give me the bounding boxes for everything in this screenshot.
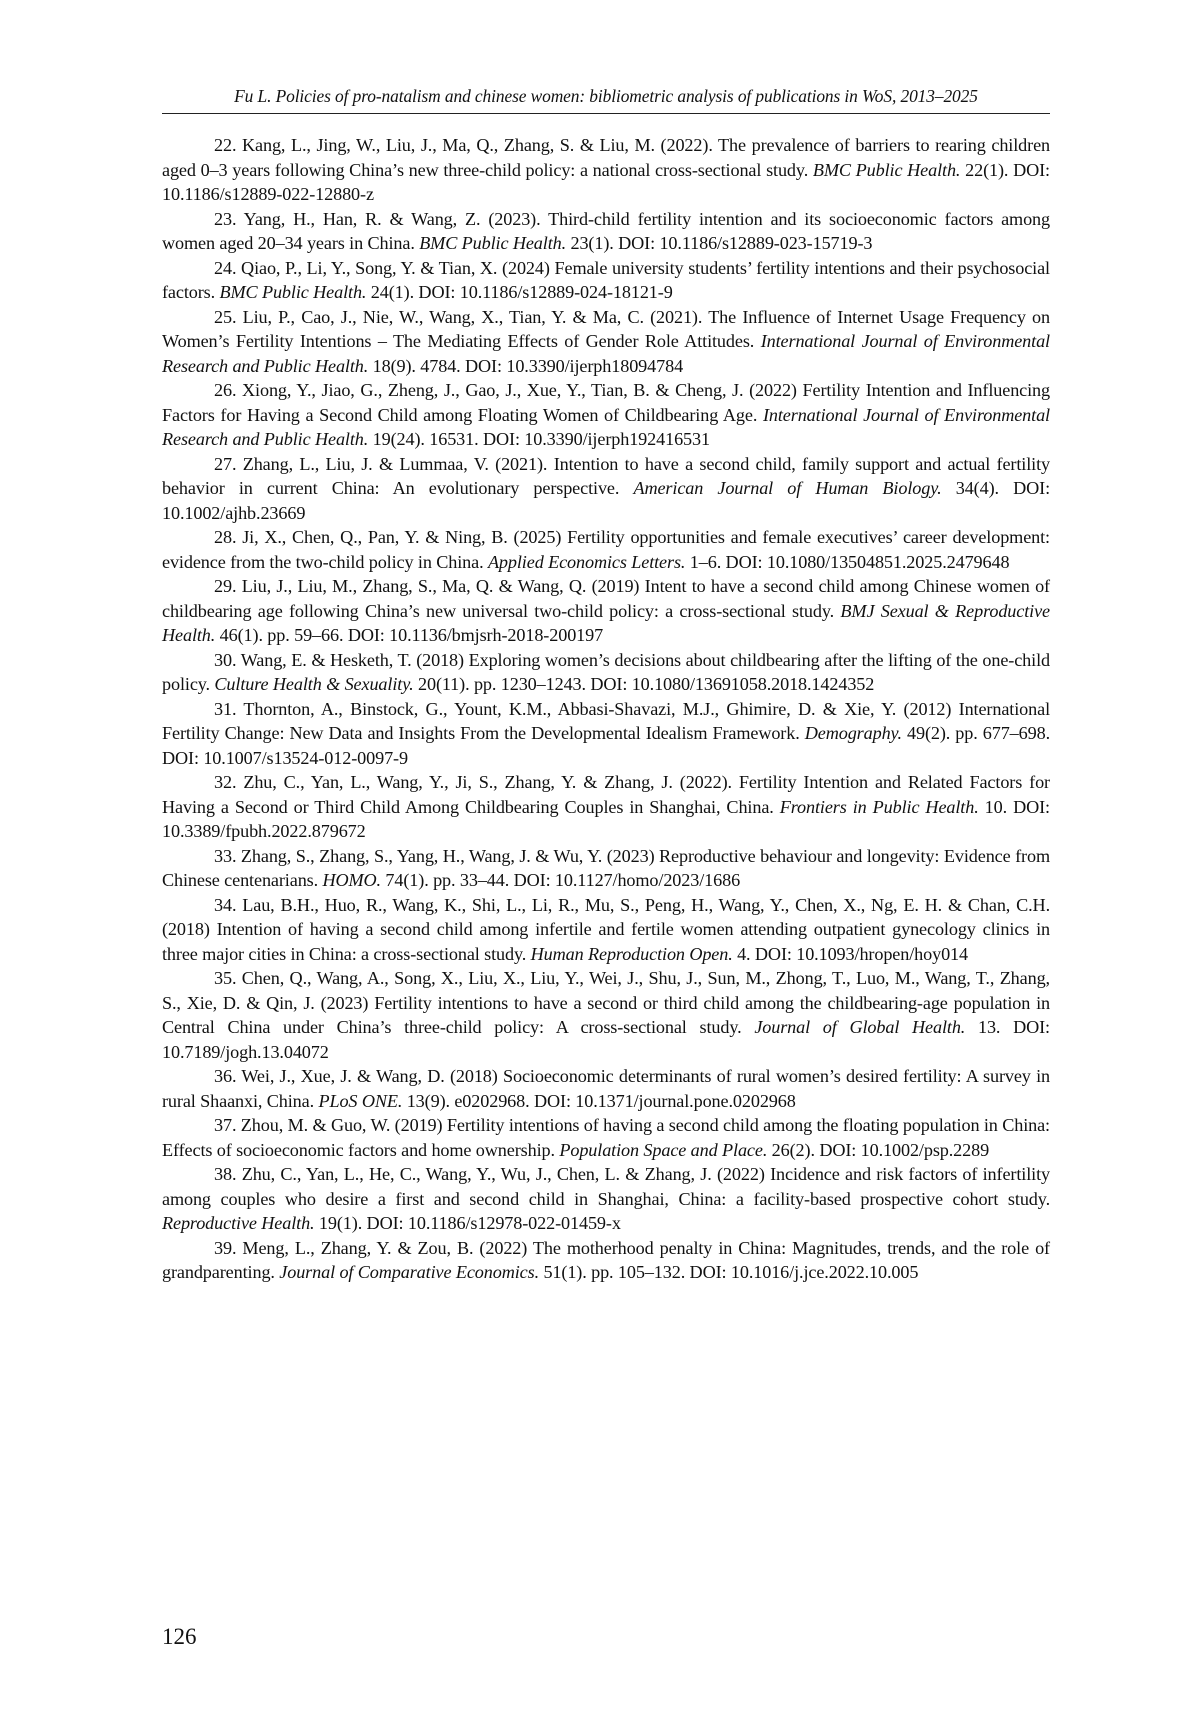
reference-item: 26. Xiong, Y., Jiao, G., Zheng, J., Gao, J., Xue, Y., Tian, B. & Cheng, J. (2022) Fertility Intention and Influencing Factors for Having a Second Child among Floating Women of Childbearing Age. International Journal of Environmental Research and Public Health. 19(24). 16531. DOI: 10.3390/ijerph192416531 (162, 380, 1050, 449)
reference-item: 39. Meng, L., Zhang, Y. & Zou, B. (2022) The motherhood penalty in China: Magnitudes, trends, and the role of grandparenting. Journal of Comparative Economics. 51(1). pp. 105–132. DOI: 10.1016/j.jce.2022.10.005 (162, 1237, 1050, 1282)
reference-list (162, 133, 1050, 1285)
journal-title: HOMO. (322, 870, 381, 890)
journal-title: International Journal of Environmental Research and Public Health. (162, 331, 1050, 376)
reference-item: 34. Lau, B.H., Huo, R., Wang, K., Shi, L., Li, R., Mu, S., Peng, H., Wang, Y., Chen, X., Ng, E. H. & Chan, C.H. (2018) Intention of having a second child among infertile and fertile women attending outpatient gynecology clinics in three major cities in China: a cross-sectional study. Human Reproduction Open. 4. DOI: 10.1093/hropen/hoy014 (162, 894, 1050, 964)
reference-item: 38. Zhu, C., Yan, L., He, C., Wang, Y., Wu, J., Chen, L. & Zhang, J. (2022) Incidence and risk factors of infertility among couples who desire a first and second child in Shanghai, China: a facility-based prospective cohort study. Reproductive Health. 19(1). DOI: 10.1186/s12978-022-01459-x (162, 1164, 1050, 1233)
reference-item: 35. Chen, Q., Wang, A., Song, X., Liu, X., Liu, Y., Wei, J., Shu, J., Sun, M., Zhong, T., Luo, M., Wang, T., Zhang, S., Xie, D. & Qin, J. (2023) Fertility intentions to have a second or third child among the childbearing-age population in Central China under China’s three-child policy: A cross-sectional study. Journal of Global Health. 13. DOI: 10.7189/jogh.13.04072 (162, 968, 1050, 1062)
journal-title: Applied Economics Letters. (487, 551, 686, 572)
journal-title: PLoS ONE. (318, 1090, 403, 1111)
journal-title: Journal of Global Health. (754, 1017, 966, 1037)
reference-item: 32. Zhu, C., Yan, L., Wang, Y., Ji, S., Zhang, Y. & Zhang, J. (2022). Fertility Intention and Related Factors for Having a Second or Third Child Among Childbearing Couples in Shanghai, China. Frontiers in Public Health. 10. DOI: 10.3389/fpubh.2022.879672 (162, 772, 1050, 841)
journal-title: BMC Public Health. (812, 159, 961, 180)
reference-item: 22. Kang, L., Jing, W., Liu, J., Ma, Q., Zhang, S. & Liu, M. (2022). The prevalence of barriers to rearing children aged 0–3 years following China’s new three-child policy: a national cross-sectional study. BMC Public Health. 22(1). DOI: 10.1186/s12889-022-12880-z (162, 135, 1050, 204)
journal-title: Reproductive Health. (162, 1213, 315, 1233)
journal-title: Frontiers in Public Health. (779, 796, 979, 817)
reference-item: 27. Zhang, L., Liu, J. & Lummaa, V. (2021). Intention to have a second child, family support and actual fertility behavior in current China: An evolutionary perspective. American Journal of Human Biology. 34(4). DOI: 10.1002/ajhb.23669 (162, 453, 1051, 523)
reference-item: 37. Zhou, M. & Guo, W. (2019) Fertility intentions of having a second child among the floating population in China: Effects of socioeconomic factors and home ownership. Population Space and Place. 26(2). DOI: 10.1002/psp.2289 (162, 1115, 1050, 1160)
reference-item: 24. Qiao, P., Li, Y., Song, Y. & Tian, X. (2024) Female university students’ fertility intentions and their psychosocial factors. BMC Public Health. 24(1). DOI: 10.1186/s12889-024-18121-9 (162, 257, 1050, 302)
reference-item: 33. Zhang, S., Zhang, S., Yang, H., Wang, J. & Wu, Y. (2023) Reproductive behaviour and longevity: Evidence from Chinese centenarians. HOMO. 74(1). pp. 33–44. DOI: 10.1127/homo/2023/1686 (162, 845, 1050, 890)
journal-title: BMJ Sexual & Reproductive Health. (162, 600, 1050, 645)
reference-item: 30. Wang, E. & Hesketh, T. (2018) Exploring women’s decisions about childbearing after the lifting of the one-child policy. Culture Health & Sexuality. 20(11). pp. 1230–1243. DOI: 10.1080/13691058.2018.1424352 (162, 649, 1050, 694)
running-head: Fu L. Policies of pro-natalism and chinese women: bibliometric analysis of publications in WoS, 2013–2025 (234, 86, 978, 106)
journal-title: BMC Public Health. (219, 282, 367, 302)
header-rule (162, 113, 1050, 114)
reference-item: 23. Yang, H., Han, R. & Wang, Z. (2023). Third-child fertility intention and its socioeconomic factors among women aged 20–34 years in China. BMC Public Health. 23(1). DOI: 10.1186/s12889-023-15719-3 (162, 208, 1050, 253)
journal-title: American Journal of Human Biology. (633, 478, 942, 498)
journal-title: Demography. (804, 723, 902, 743)
reference-item: 28. Ji, X., Chen, Q., Pan, Y. & Ning, B. (2025) Fertility opportunities and female executives’ career development: evidence from the two-child policy in China. Applied Economics Letters. 1–6. DOI: 10.1080/13504851.2025.2479648 (162, 527, 1050, 572)
journal-title: Human Reproduction Open. (530, 943, 733, 964)
journal-title: Journal of Comparative Economics. (279, 1262, 540, 1282)
reference-item: 36. Wei, J., Xue, J. & Wang, D. (2018) Socioeconomic determinants of rural women’s desired fertility: A survey in rural Shaanxi, China. PLoS ONE. 13(9). e0202968. DOI: 10.1371/journal.pone.0202968 (162, 1066, 1050, 1111)
journal-title: Culture Health & Sexuality. (214, 674, 414, 694)
reference-item: 31. Thornton, A., Binstock, G., Yount, K.M., Abbasi-Shavazi, M.J., Ghimire, D. & Xie, Y. (2012) International Fertility Change: New Data and Insights From the Developmental Idealism Framework. Demography. 49(2). pp. 677–698. DOI: 10.1007/s13524-012-0097-9 (162, 698, 1050, 768)
journal-title: BMC Public Health. (419, 233, 567, 253)
page-number: 126 (162, 1624, 197, 1649)
journal-title: International Journal of Environmental Research and Public Health. (162, 404, 1050, 449)
reference-item: 25. Liu, P., Cao, J., Nie, W., Wang, X., Tian, Y. & Ma, C. (2021). The Influence of Internet Usage Frequency on Women’s Fertility Intentions – The Mediating Effects of Gender Role Attitudes. International Journal of Environmental Research and Public Health. 18(9). 4784. DOI: 10.3390/ijerph18094784 (162, 306, 1050, 376)
reference-item: 29. Liu, J., Liu, M., Zhang, S., Ma, Q. & Wang, Q. (2019) Intent to have a second child among Chinese women of childbearing age following China’s new universal two-child policy: a cross-sectional study. BMJ Sexual & Reproductive Health. 46(1). pp. 59–66. DOI: 10.1136/bmjsrh-2018-200197 (162, 576, 1050, 645)
journal-title: Population Space and Place. (559, 1139, 768, 1160)
